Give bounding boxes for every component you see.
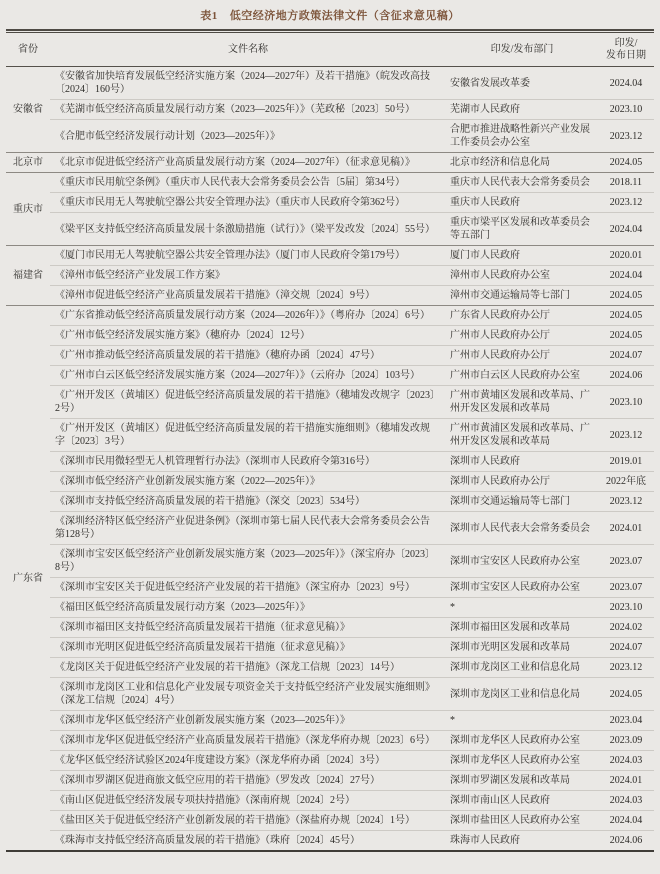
department-cell: 重庆市人民代表大会常务委员会	[446, 173, 598, 193]
province-cell: 福建省	[13, 270, 43, 281]
date-cell: 2023.12	[598, 658, 654, 678]
department-cell: 深圳市龙岗区工业和信息化局	[446, 658, 598, 678]
document-name-cell: 《重庆市民用航空条例》（重庆市人民代表大会常务委员会公告〔5届〕第34号）	[50, 173, 446, 193]
department-cell: 深圳市龙岗区工业和信息化局	[446, 678, 598, 711]
table-row	[6, 731, 654, 751]
document-name-cell: 《深圳市宝安区关于促进低空经济产业发展的若干措施》（深宝府办〔2023〕9号）	[50, 578, 446, 598]
date-cell: 2023.04	[598, 711, 654, 731]
date-cell: 2024.05	[598, 326, 654, 346]
date-cell: 2024.05	[598, 678, 654, 711]
department-cell: 合肥市推进战略性新兴产业发展工作委员会办公室	[450, 124, 590, 148]
table-row	[6, 598, 654, 618]
document-name-cell: 《龙华区低空经济试验区2024年度建设方案》（深龙华府办函〔2024〕3号）	[50, 751, 446, 771]
document-name-cell: 《深圳市龙华区低空经济产业创新发展实施方案（2023—2025年）》	[50, 711, 446, 731]
department-cell: 深圳市宝安区人民政府办公室	[446, 545, 598, 578]
document-name-cell: 《重庆市民用无人驾驶航空器公共安全管理办法》（重庆市人民政府令第362号）	[50, 193, 446, 213]
table-row	[6, 173, 654, 193]
table-row	[6, 193, 654, 213]
table-row	[6, 512, 654, 545]
document-name-cell: 《北京市促进低空经济产业高质量发展行动方案（2024—2027年）（征求意见稿）》	[55, 157, 415, 168]
table-row	[6, 213, 654, 246]
department-cell: 漳州市交通运输局等七部门	[450, 290, 570, 301]
date-cell: 2024.05	[598, 306, 654, 326]
province-group	[6, 67, 654, 153]
col-header-date	[598, 33, 654, 67]
department-cell: 广东省人民政府办公厅	[446, 306, 598, 326]
province-cell: 广东省	[13, 572, 43, 584]
document-name-cell: 《深圳市民用微轻型无人机管理暂行办法》（深圳市人民政府令第316号）	[50, 452, 446, 472]
date-cell: 2024.01	[598, 771, 654, 791]
table-row	[6, 791, 654, 811]
province-cell: 安徽省	[13, 104, 43, 115]
col-header-date-line2: 发布日期	[606, 50, 646, 61]
document-name-cell: 《广州开发区（黄埔区）促进低空经济高质量发展的若干措施实施细则》（穗埔发改规字〔2023〕3号）	[50, 419, 446, 452]
document-name-cell: 《盐田区关于促进低空经济产业创新发展的若干措施》（深盐府办规〔2024〕1号）	[50, 811, 446, 831]
date-cell: 2023.10	[598, 386, 654, 419]
document-name-cell: 《深圳市龙华区促进低空经济产业高质量发展若干措施》（深龙华府办规〔2023〕6号）	[50, 731, 446, 751]
document-name-cell: 《广州市白云区低空经济发展实施方案（2024—2027年）》（云府办〔2024〕103号）	[50, 366, 446, 386]
date-cell: 2023.07	[598, 545, 654, 578]
table-row	[6, 711, 654, 731]
table-row	[6, 678, 654, 711]
department-cell: *	[446, 711, 598, 731]
date-cell: 2024.04	[598, 266, 654, 286]
header-row	[6, 33, 654, 67]
document-name-cell: 《深圳市福田区支持低空经济高质量发展若干措施（征求意见稿）》	[50, 618, 446, 638]
department-cell: 深圳市罗湖区发展和改革局	[446, 771, 598, 791]
document-name-cell: 《广州开发区（黄埔区）促进低空经济高质量发展的若干措施》（穗埔发改规字〔2023〕2号）	[50, 386, 446, 419]
table-row	[6, 246, 654, 266]
table-row	[6, 366, 654, 386]
date-cell: 2022年底	[598, 472, 654, 492]
department-cell: 深圳市南山区人民政府	[446, 791, 598, 811]
department-cell: 重庆市梁平区发展和改革委员会等五部门	[450, 217, 590, 241]
date-cell: 2024.06	[598, 366, 654, 386]
date-cell: 2024.01	[598, 512, 654, 545]
table-row	[6, 658, 654, 678]
document-name-cell: 《龙岗区关于促进低空经济产业发展的若干措施》（深龙工信规〔2023〕14号）	[50, 658, 446, 678]
document-name-cell: 《广州市低空经济发展实施方案》（穗府办〔2024〕12号）	[50, 326, 446, 346]
table-row	[6, 386, 654, 419]
province-group	[6, 246, 654, 306]
department-cell: 厦门市人民政府	[446, 246, 598, 266]
province-group	[6, 153, 654, 173]
col-header-document: 文件名称	[50, 33, 446, 67]
department-cell: 珠海市人民政府	[450, 835, 520, 846]
province-group	[6, 173, 654, 246]
document-name-cell: 《合肥市低空经济发展行动计划（2023—2025年）》	[55, 130, 280, 142]
date-cell: 2023.09	[598, 731, 654, 751]
document-name-cell: 《深圳市支持低空经济高质量发展的若干措施》（深交〔2023〕534号）	[50, 492, 446, 512]
table-caption	[6, 2, 654, 29]
table-row	[6, 638, 654, 658]
department-cell: 深圳市人民政府	[446, 452, 598, 472]
date-cell: 2023.07	[598, 578, 654, 598]
department-cell: 深圳市光明区发展和改革局	[446, 638, 598, 658]
table-row	[6, 811, 654, 831]
department-cell: 深圳市盐田区人民政府办公室	[446, 811, 598, 831]
date-cell: 2019.01	[598, 452, 654, 472]
table-row	[6, 578, 654, 598]
document-name-cell: 《深圳经济特区低空经济产业促进条例》（深圳市第七届人民代表大会常务委员会公告第128号）	[50, 512, 446, 545]
date-cell: 2024.03	[598, 751, 654, 771]
department-cell: 深圳市福田区发展和改革局	[446, 618, 598, 638]
date-cell: 2023.12	[598, 492, 654, 512]
date-cell: 2023.12	[598, 419, 654, 452]
table-row	[6, 472, 654, 492]
date-cell: 2024.03	[598, 791, 654, 811]
date-cell: 2024.06	[609, 835, 643, 846]
date-cell: 2020.01	[598, 246, 654, 266]
table-row	[6, 452, 654, 472]
col-header-department: 印发/发布部门	[446, 33, 598, 67]
document-name-cell: 《广东省推动低空经济高质量发展行动方案（2024—2026年）》（粤府办〔2024〕6号）	[50, 306, 446, 326]
department-cell: 广州市黄浦区发展和改革局、广州开发区发展和改革局	[446, 419, 598, 452]
date-cell: 2024.05	[609, 290, 643, 301]
document-name-cell: 《安徽省加快培育发展低空经济实施方案（2024—2027年）及若干措施》（皖发改高技〔2024〕160号）	[50, 67, 446, 100]
date-cell: 2024.05	[609, 157, 643, 168]
document-name-cell: 《广州市推动低空经济高质量发展的若干措施》（穗府办函〔2024〕47号）	[50, 346, 446, 366]
table-header	[6, 33, 654, 67]
date-cell: 2024.07	[598, 346, 654, 366]
department-cell: 广州市人民政府办公厅	[446, 346, 598, 366]
date-cell: 2024.02	[598, 618, 654, 638]
department-cell: 漳州市人民政府办公室	[446, 266, 598, 286]
col-header-province: 省份	[6, 33, 50, 67]
table-row	[6, 100, 654, 120]
table-caption-text: 低空经济地方政策法律文件（含征求意见稿）	[229, 10, 460, 22]
table-row	[6, 545, 654, 578]
table-row	[6, 326, 654, 346]
date-cell: 2024.04	[609, 223, 643, 235]
table-row	[6, 306, 654, 326]
policy-table	[6, 33, 654, 852]
table-row	[6, 831, 654, 852]
document-name-cell: 《深圳市龙岗区工业和信息化产业发展专项资金关于支持低空经济产业发展实施细则》（深龙工信规〔2024〕4号）	[50, 678, 446, 711]
document-name-cell: 《深圳市光明区促进低空经济高质量发展若干措施（征求意见稿）》	[50, 638, 446, 658]
table-row	[6, 266, 654, 286]
province-group	[6, 306, 654, 852]
table-row	[6, 286, 654, 306]
table-row	[6, 120, 654, 153]
department-cell: *	[446, 598, 598, 618]
department-cell: 广州市白云区人民政府办公室	[446, 366, 598, 386]
table-caption-label: 表1	[200, 10, 218, 22]
document-name-cell: 《厦门市民用无人驾驶航空器公共安全管理办法》（厦门市人民政府令第179号）	[50, 246, 446, 266]
table-row	[6, 771, 654, 791]
table-row	[6, 618, 654, 638]
department-cell: 深圳市龙华区人民政府办公室	[446, 731, 598, 751]
date-cell: 2024.04	[598, 67, 654, 100]
table-row	[6, 67, 654, 100]
document-name-cell: 《漳州市低空经济产业发展工作方案》	[50, 266, 446, 286]
department-cell: 深圳市宝安区人民政府办公室	[446, 578, 598, 598]
department-cell: 深圳市人民政府办公厅	[446, 472, 598, 492]
department-cell: 深圳市交通运输局等七部门	[446, 492, 598, 512]
department-cell: 深圳市人民代表大会常务委员会	[446, 512, 598, 545]
department-cell: 广州市黄埔区发展和改革局、广州开发区发展和改革局	[446, 386, 598, 419]
department-cell: 重庆市人民政府	[446, 193, 598, 213]
document-name-cell: 《深圳市宝安区低空经济产业创新发展实施方案（2023—2025年）》（深宝府办〔2023〕8号）	[50, 545, 446, 578]
department-cell: 深圳市龙华区人民政府办公室	[446, 751, 598, 771]
document-name-cell: 《梁平区支持低空经济高质量发展十条激励措施（试行）》（梁平发改发〔2024〕55号）	[55, 223, 435, 235]
col-header-date-line1: 印发/	[614, 38, 638, 49]
province-cell: 北京市	[13, 157, 43, 168]
document-name-cell: 《南山区促进低空经济发展专项扶持措施》（深南府规〔2024〕2号）	[50, 791, 446, 811]
table-row	[6, 346, 654, 366]
department-cell: 北京市经济和信息化局	[450, 157, 550, 168]
document-name-cell: 《深圳市低空经济产业创新发展实施方案（2022—2025年）》	[50, 472, 446, 492]
date-cell: 2023.12	[609, 130, 643, 142]
department-cell: 广州市人民政府办公厅	[446, 326, 598, 346]
date-cell: 2023.12	[598, 193, 654, 213]
document-name-cell: 《漳州市促进低空经济产业高质量发展若干措施》（漳交规〔2024〕9号）	[55, 290, 375, 301]
table-row	[6, 153, 654, 173]
department-cell: 芜湖市人民政府	[446, 100, 598, 120]
document-name-cell: 《深圳市罗湖区促进商旅文低空应用的若干措施》（罗发改〔2024〕27号）	[50, 771, 446, 791]
table-row	[6, 751, 654, 771]
table-row	[6, 419, 654, 452]
department-cell: 安徽省发展改革委	[446, 67, 598, 100]
document-name-cell: 《芜湖市低空经济高质量发展行动方案（2023—2025年）》（芜政秘〔2023〕50号）	[50, 100, 446, 120]
date-cell: 2024.04	[598, 811, 654, 831]
date-cell: 2023.10	[598, 100, 654, 120]
province-cell: 重庆市	[13, 203, 43, 215]
document-name-cell: 《珠海市支持低空经济高质量发展的若干措施》（珠府〔2024〕45号）	[55, 835, 360, 846]
table-row	[6, 492, 654, 512]
document-name-cell: 《福田区低空经济高质量发展行动方案（2023—2025年）》	[50, 598, 446, 618]
date-cell: 2024.07	[598, 638, 654, 658]
date-cell: 2018.11	[598, 173, 654, 193]
date-cell: 2023.10	[598, 598, 654, 618]
